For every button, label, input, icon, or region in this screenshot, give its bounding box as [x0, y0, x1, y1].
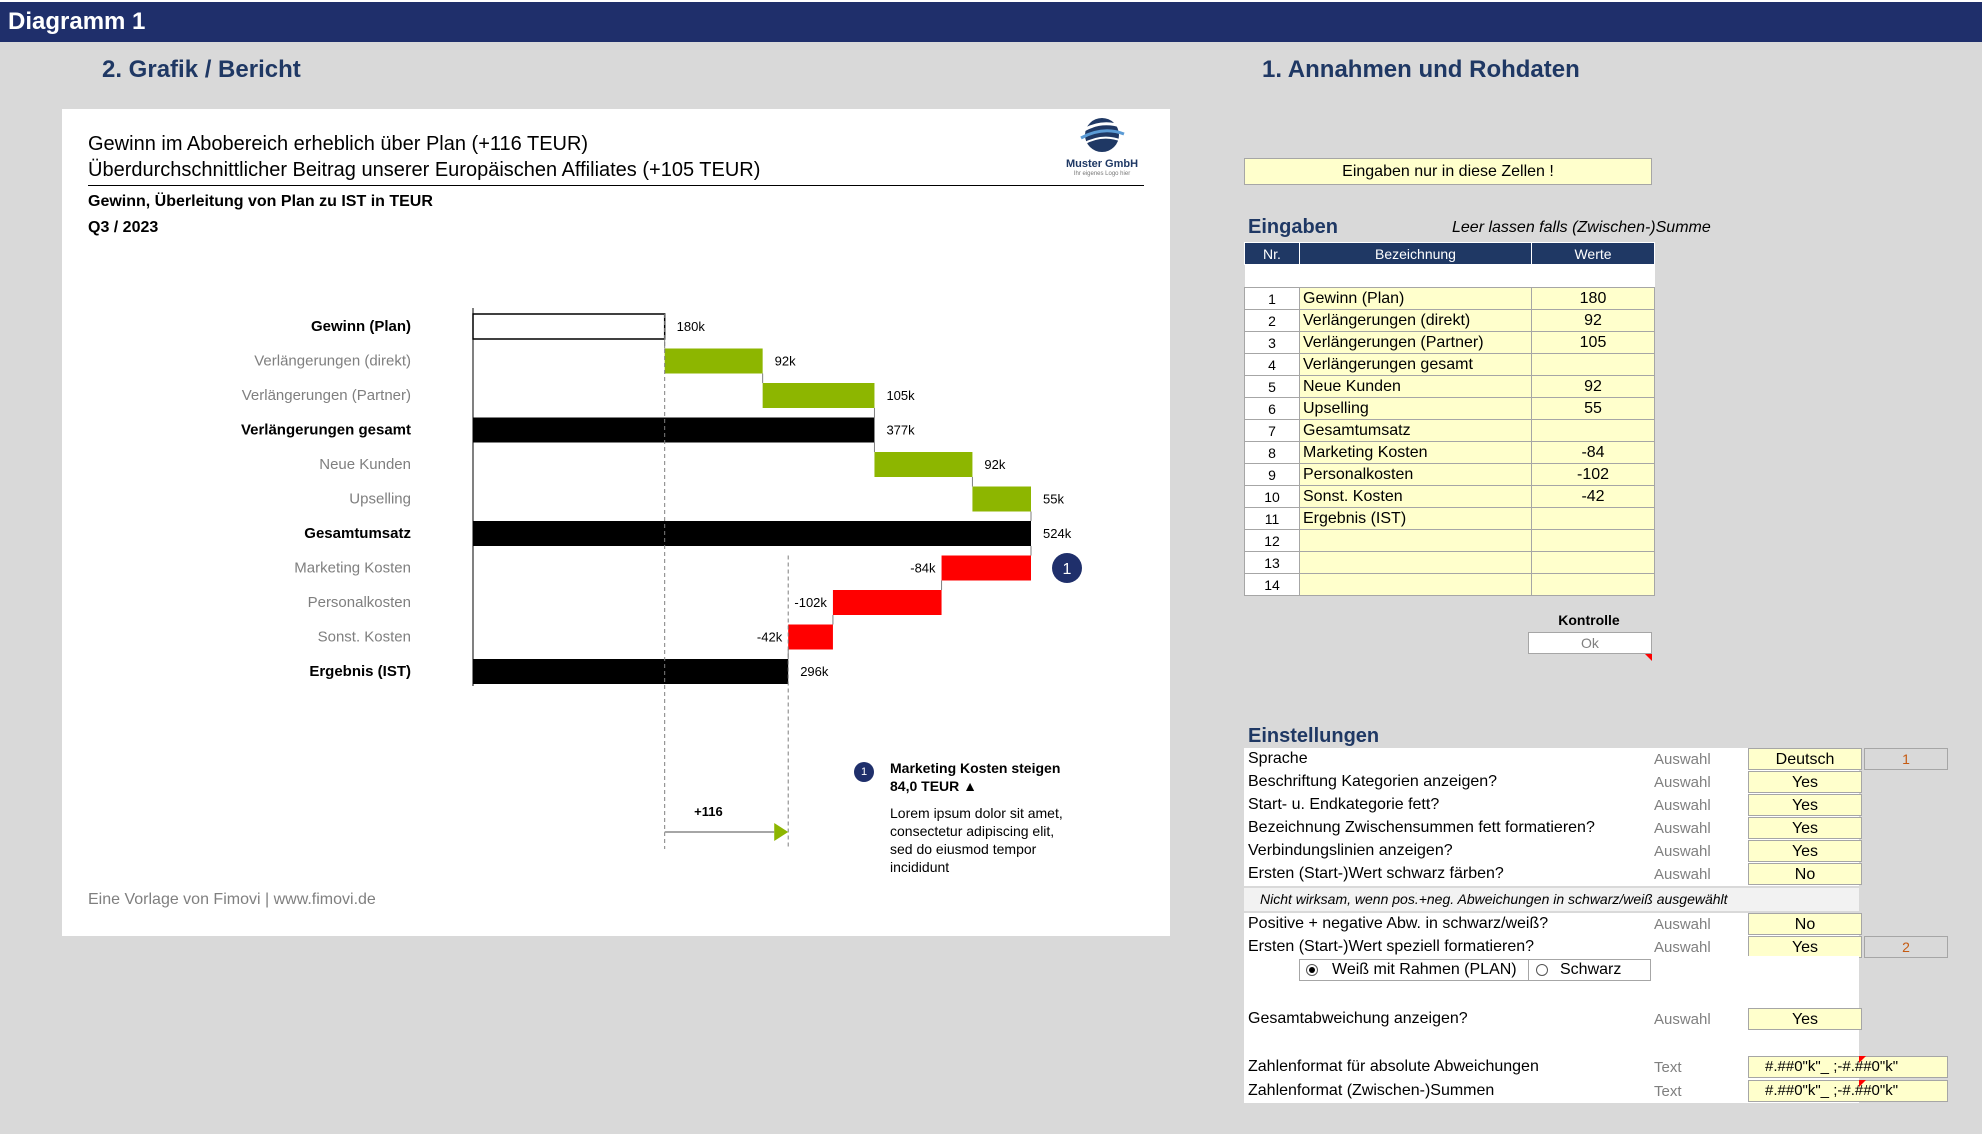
- setting-type: Text: [1654, 1059, 1682, 1076]
- row-number: 12: [1245, 530, 1300, 552]
- setting-index-cell: 1: [1864, 748, 1948, 770]
- title-bar: [0, 0, 1982, 42]
- category-label: Sonst. Kosten: [317, 628, 411, 646]
- row-label-input[interactable]: Personalkosten: [1300, 464, 1532, 486]
- format-sum-input[interactable]: #.##0"k"_ ;-#.##0"k": [1748, 1080, 1948, 1102]
- row-value-input[interactable]: [1532, 552, 1655, 574]
- setting-value-select[interactable]: Yes: [1748, 840, 1862, 862]
- waterfall-bar: [763, 383, 875, 408]
- deviation-arrow-head: [774, 823, 788, 841]
- radio-divider: [1528, 960, 1529, 980]
- input-hint: Eingaben nur in diese Zellen !: [1244, 158, 1652, 185]
- row-number: 3: [1245, 332, 1300, 354]
- row-value-input[interactable]: -102: [1532, 464, 1655, 486]
- data-label: 524k: [1043, 526, 1072, 541]
- setting-type: Text: [1654, 1083, 1682, 1100]
- check-value: Ok: [1528, 632, 1652, 654]
- format-abs-input[interactable]: #.##0"k"_ ;-#.##0"k": [1748, 1056, 1948, 1078]
- total-deviation-label: +116: [694, 804, 723, 819]
- logo-name: Muster GmbH: [1065, 158, 1139, 170]
- category-label: Neue Kunden: [319, 456, 411, 473]
- data-label: -42k: [756, 629, 783, 645]
- row-label-input[interactable]: Verlängerungen (Partner): [1300, 332, 1532, 354]
- category-label: Upselling: [349, 490, 411, 508]
- category-label: Gesamtumsatz: [304, 525, 411, 542]
- radio-weiss-label[interactable]: Weiß mit Rahmen (PLAN): [1332, 961, 1517, 978]
- category-label: Marketing Kosten: [294, 559, 411, 577]
- row-value-input[interactable]: [1532, 354, 1655, 376]
- waterfall-bar: [473, 521, 1031, 546]
- spacer-row: [1245, 265, 1655, 288]
- input-row: [1245, 442, 1655, 464]
- header-bezeichnung: Bezeichnung: [1300, 243, 1532, 265]
- row-value-input[interactable]: 180: [1532, 288, 1655, 310]
- row-value-input[interactable]: -84: [1532, 442, 1655, 464]
- setting-type: Auswahl: [1654, 866, 1711, 883]
- header-werte: Werte: [1532, 243, 1655, 265]
- ineffective-note: Nicht wirksam, wenn pos.+neg. Abweichungen in schwarz/weiß ausgewählt: [1260, 891, 1728, 907]
- row-value-input[interactable]: [1532, 508, 1655, 530]
- setting-label: Gesamtabweichung anzeigen?: [1248, 1010, 1468, 1027]
- input-row: [1245, 398, 1655, 420]
- setting-value-select[interactable]: No: [1748, 913, 1862, 935]
- input-row: [1245, 508, 1655, 530]
- comment-marker-icon: [1859, 1080, 1866, 1087]
- row-number: 5: [1245, 376, 1300, 398]
- input-row: [1245, 486, 1655, 508]
- waterfall-bar: [788, 625, 833, 650]
- note-body-line-4: incididunt: [890, 859, 950, 875]
- radio-schwarz-label[interactable]: Schwarz: [1560, 961, 1622, 978]
- row-number: 6: [1245, 398, 1300, 420]
- data-label: 105k: [886, 388, 915, 403]
- row-number: 13: [1245, 552, 1300, 574]
- setting-value-select[interactable]: Yes: [1748, 817, 1862, 839]
- setting-type: Auswahl: [1654, 843, 1711, 860]
- row-number: 1: [1245, 288, 1300, 310]
- section-heading-report: 2. Grafik / Bericht: [102, 56, 301, 83]
- row-value-input[interactable]: [1532, 530, 1655, 552]
- row-label-input[interactable]: [1300, 552, 1532, 574]
- category-label: Ergebnis (IST): [309, 663, 411, 680]
- note-body-line-2: consectetur adipiscing elit,: [890, 823, 1055, 839]
- data-label: 55k: [1043, 491, 1064, 507]
- header-nr: Nr.: [1245, 243, 1300, 265]
- comment-marker-icon: [1645, 654, 1652, 661]
- row-label-input[interactable]: Verlängerungen gesamt: [1300, 354, 1532, 376]
- row-label-input[interactable]: [1300, 574, 1532, 596]
- chart-subtitle: Gewinn, Überleitung von Plan zu IST in TEUR: [88, 193, 433, 210]
- setting-label: Positive + negative Abw. in schwarz/weiß?: [1248, 915, 1549, 932]
- radio-weiss-icon[interactable]: [1306, 964, 1318, 976]
- setting-label: Sprache: [1248, 750, 1308, 767]
- row-label-input[interactable]: Marketing Kosten: [1300, 442, 1532, 464]
- inputs-title: Eingaben: [1248, 216, 1339, 238]
- input-row: [1245, 310, 1655, 332]
- chart-period: Q3 / 2023: [88, 219, 159, 236]
- setting-type: Auswahl: [1654, 751, 1711, 768]
- note-title: [890, 759, 1060, 795]
- input-table: [1244, 242, 1655, 596]
- headline-1: Gewinn im Abobereich erheblich über Plan (+116 TEUR): [88, 133, 589, 155]
- note-title-line-2: 84,0 TEUR ▲: [890, 778, 977, 794]
- note-body: [890, 804, 1110, 876]
- row-label-input[interactable]: [1300, 530, 1532, 552]
- waterfall-bar: [942, 556, 1031, 581]
- note-number-badge: 1: [854, 762, 874, 782]
- row-number: 11: [1245, 508, 1300, 530]
- data-label: -84k: [910, 560, 936, 576]
- data-label: 92k: [774, 353, 796, 369]
- category-label: Gewinn (Plan): [310, 318, 411, 335]
- check-label: Kontrolle: [1558, 612, 1620, 628]
- input-row: [1245, 464, 1655, 486]
- setting-type: Auswahl: [1654, 939, 1711, 956]
- row-value-input[interactable]: 92: [1532, 310, 1655, 332]
- row-value-input[interactable]: [1532, 420, 1655, 442]
- row-number: 7: [1245, 420, 1300, 442]
- setting-value-select[interactable]: Yes: [1748, 936, 1862, 958]
- input-row: [1245, 376, 1655, 398]
- category-label: Verlängerungen (direkt): [254, 352, 411, 370]
- note-body-line-3: sed do eiusmod tempor: [890, 841, 1037, 857]
- data-label: 92k: [984, 457, 1006, 472]
- logo-tagline: Ihr eigenes Logo hier: [1073, 171, 1131, 177]
- category-label: Personalkosten: [307, 594, 411, 611]
- setting-value-select[interactable]: Yes: [1748, 771, 1862, 793]
- category-label: Verlängerungen (Partner): [241, 387, 411, 404]
- setting-label: Bezeichnung Zwischensummen fett formatieren?: [1248, 819, 1595, 836]
- row-value-input[interactable]: 92: [1532, 376, 1655, 398]
- ineffective-note-row: [1244, 888, 1859, 911]
- radio-group: [1299, 959, 1651, 981]
- row-label-input[interactable]: Gewinn (Plan): [1300, 288, 1532, 310]
- input-row: [1245, 420, 1655, 442]
- radio-schwarz-icon[interactable]: [1536, 964, 1548, 976]
- setting-label: Ersten (Start-)Wert speziell formatieren?: [1248, 938, 1535, 955]
- report-card: [62, 109, 1170, 936]
- setting-label: Beschriftung Kategorien anzeigen?: [1248, 773, 1498, 790]
- setting-value-select[interactable]: No: [1748, 863, 1862, 885]
- setting-index-cell: 2: [1864, 936, 1948, 958]
- setting-label: Ersten (Start-)Wert schwarz färben?: [1248, 865, 1504, 882]
- row-value-input[interactable]: 105: [1532, 332, 1655, 354]
- row-label-input[interactable]: Upselling: [1300, 398, 1532, 420]
- data-label: 377k: [886, 422, 915, 438]
- setting-type: Auswahl: [1654, 820, 1711, 837]
- setting-type: Auswahl: [1654, 797, 1711, 814]
- waterfall-bar: [473, 418, 874, 443]
- data-label: -102k: [794, 595, 827, 610]
- input-row: [1245, 552, 1655, 574]
- input-row: [1245, 530, 1655, 552]
- row-number: 9: [1245, 464, 1300, 486]
- row-number: 2: [1245, 310, 1300, 332]
- setting-label: Zahlenformat für absolute Abweichungen: [1248, 1058, 1539, 1075]
- setting-value-select[interactable]: Yes: [1748, 794, 1862, 816]
- row-label-input[interactable]: Gesamtumsatz: [1300, 420, 1532, 442]
- row-label-input[interactable]: Ergebnis (IST): [1300, 508, 1532, 530]
- note-title-line-1: Marketing Kosten steigen: [890, 760, 1061, 776]
- setting-label: Verbindungslinien anzeigen?: [1248, 842, 1453, 859]
- window-title: Diagramm 1: [8, 8, 146, 35]
- radio-selected-dot-icon: [1309, 967, 1315, 973]
- row-label-input[interactable]: Sonst. Kosten: [1300, 486, 1532, 508]
- comment-marker-icon: [1859, 1056, 1866, 1063]
- input-row: [1245, 354, 1655, 376]
- setting-value-select[interactable]: Deutsch: [1748, 748, 1862, 770]
- annotation-badge-number: 1: [1062, 561, 1072, 578]
- input-row: [1245, 332, 1655, 354]
- report-footer: Eine Vorlage von Fimovi | www.fimovi.de: [88, 891, 376, 908]
- waterfall-bar: [473, 314, 665, 339]
- input-row: [1245, 574, 1655, 596]
- setting-label: Start- u. Endkategorie fett?: [1248, 796, 1440, 813]
- row-number: 10: [1245, 486, 1300, 508]
- waterfall-bar: [665, 349, 763, 374]
- data-label: 180k: [676, 319, 705, 334]
- input-row: [1245, 288, 1655, 310]
- waterfall-bar: [473, 659, 788, 684]
- total-deviation-select[interactable]: Yes: [1748, 1008, 1862, 1030]
- section-heading-inputs: 1. Annahmen und Rohdaten: [1262, 56, 1580, 83]
- note-body-line-1: Lorem ipsum dolor sit amet,: [890, 805, 1063, 821]
- row-value-input[interactable]: -42: [1532, 486, 1655, 508]
- settings-title: Einstellungen: [1248, 725, 1380, 747]
- row-label-input[interactable]: Neue Kunden: [1300, 376, 1532, 398]
- headline-2: Überdurchschnittlicher Beitrag unserer Europäischen Affiliates (+105 TEUR): [88, 159, 761, 181]
- row-number: 4: [1245, 354, 1300, 376]
- setting-type: Auswahl: [1654, 774, 1711, 791]
- data-label: 296k: [800, 664, 829, 679]
- row-value-input[interactable]: 55: [1532, 398, 1655, 420]
- waterfall-bar: [833, 590, 942, 615]
- row-value-input[interactable]: [1532, 574, 1655, 596]
- row-number: 8: [1245, 442, 1300, 464]
- category-label: Verlängerungen gesamt: [240, 421, 411, 439]
- setting-label: Zahlenformat (Zwischen-)Summen: [1248, 1082, 1495, 1099]
- setting-type: Auswahl: [1654, 1011, 1711, 1028]
- waterfall-bar: [874, 452, 972, 477]
- inputs-note: Leer lassen falls (Zwischen-)Summe: [1452, 219, 1711, 236]
- row-number: 14: [1245, 574, 1300, 596]
- row-label-input[interactable]: Verlängerungen (direkt): [1300, 310, 1532, 332]
- waterfall-bar: [972, 487, 1031, 512]
- setting-type: Auswahl: [1654, 916, 1711, 933]
